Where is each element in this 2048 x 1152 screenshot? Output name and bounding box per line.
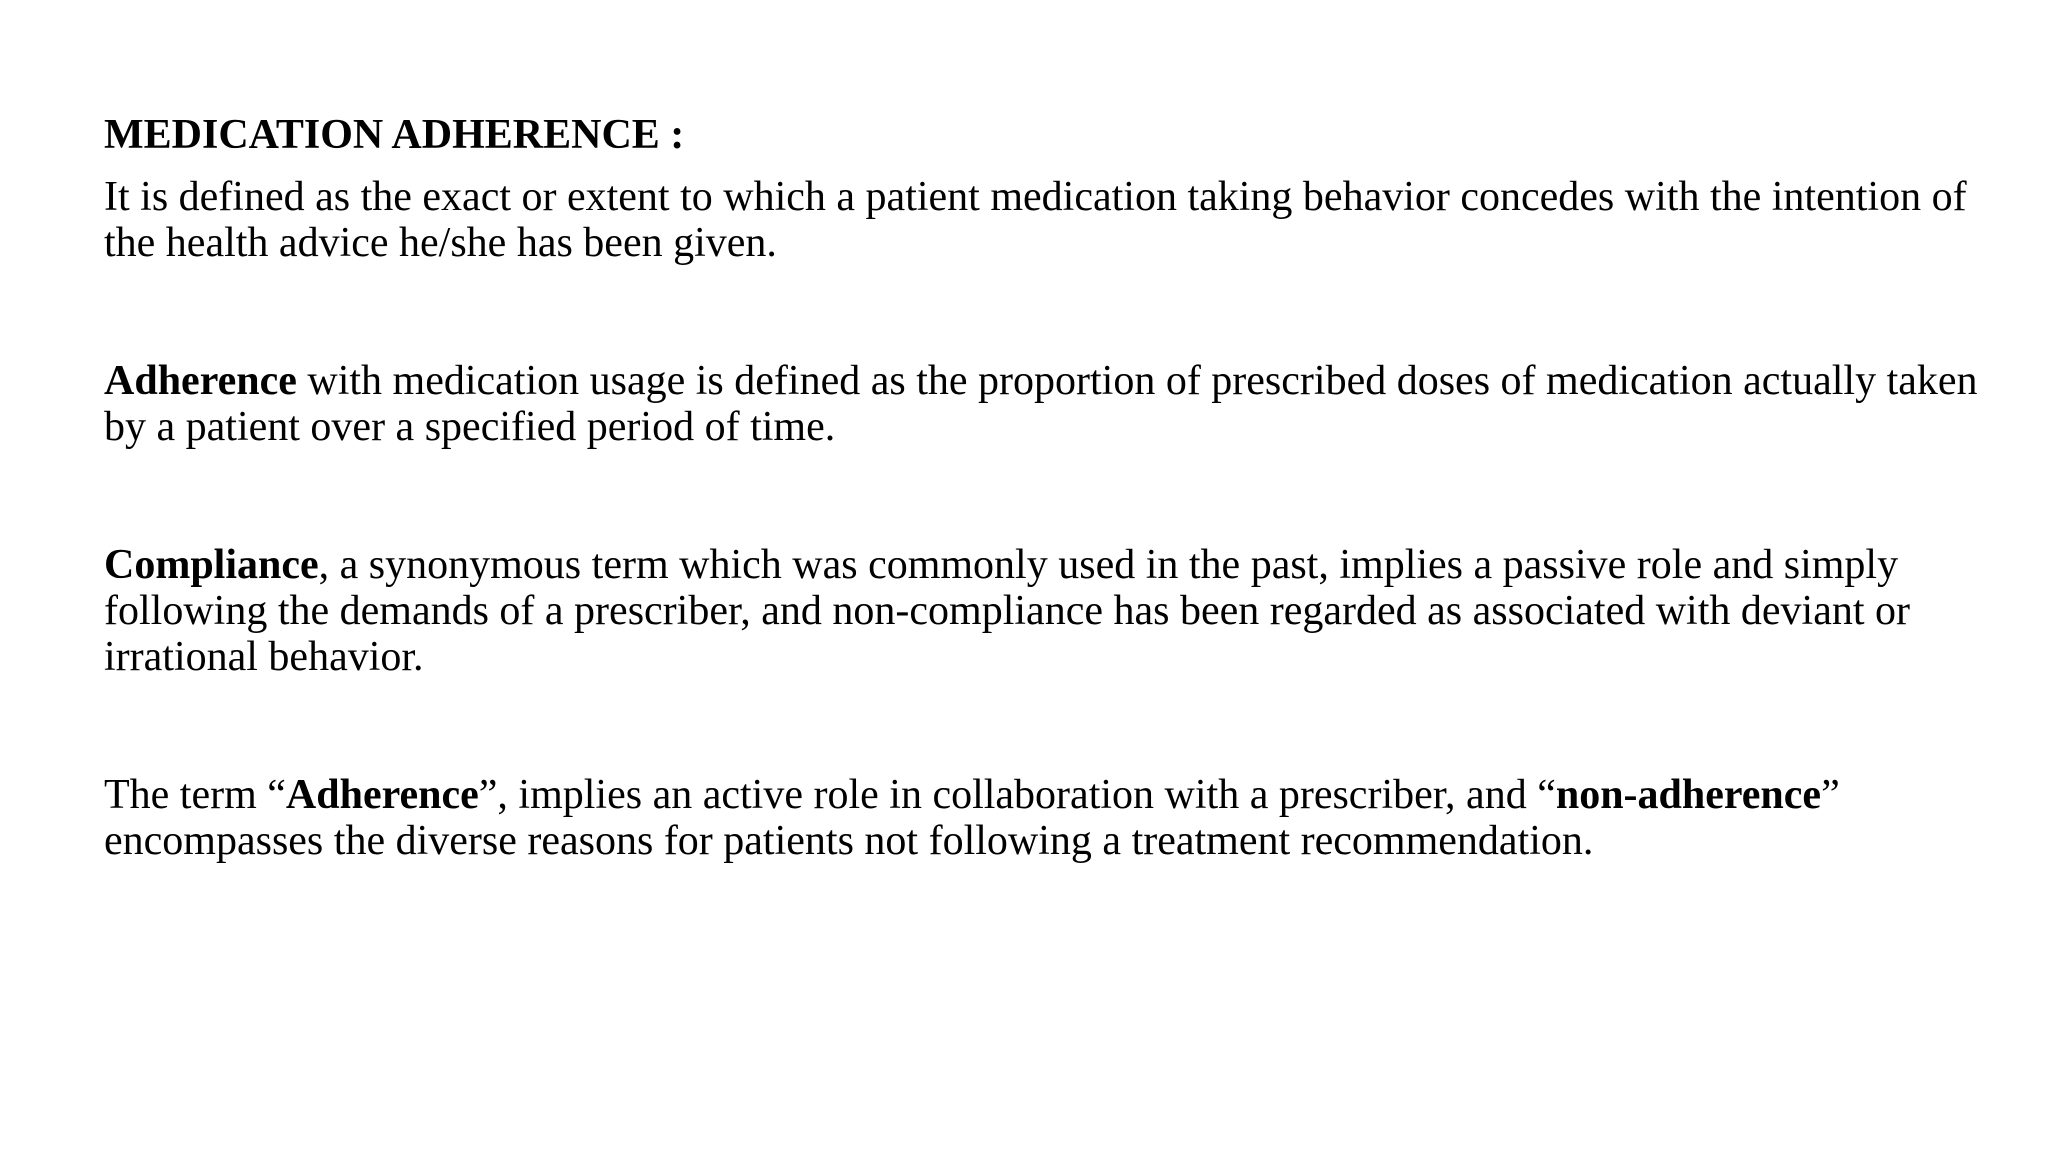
compliance-term: Compliance — [104, 542, 319, 588]
slide-content — [104, 108, 1984, 864]
term-usage-middle: ”, implies an active role in collaboration with a prescriber, and “ — [478, 772, 1556, 818]
term-usage-suffix: ” encompasses the diverse reasons for patients not following a treatment recommendation. — [104, 772, 1840, 864]
adherence-term: Adherence — [104, 358, 297, 404]
non-adherence-term: non-adherence — [1555, 772, 1822, 818]
definition-paragraph: It is defined as the exact or extent to which a patient medication taking behavior concedes with the intention of the health advice he/she has been given. — [104, 174, 1967, 266]
adherence-text: with medication usage is defined as the proportion of prescribed doses of medication actually taken by a patient over a specified period of time. — [104, 358, 1978, 450]
term-usage-paragraph — [104, 772, 1984, 864]
term-usage-prefix: The term “ — [104, 772, 286, 818]
adherence-term-quoted: Adherence — [285, 772, 479, 818]
compliance-text: , a synonymous term which was commonly used in the past, implies a passive role and simply following the demands of a prescriber, and non-compliance has been regarded as associated with deviant or irrational behavior. — [104, 542, 1910, 680]
compliance-paragraph — [104, 542, 1984, 680]
slide-heading: MEDICATION ADHERENCE : — [104, 112, 685, 158]
adherence-paragraph — [104, 358, 1984, 450]
